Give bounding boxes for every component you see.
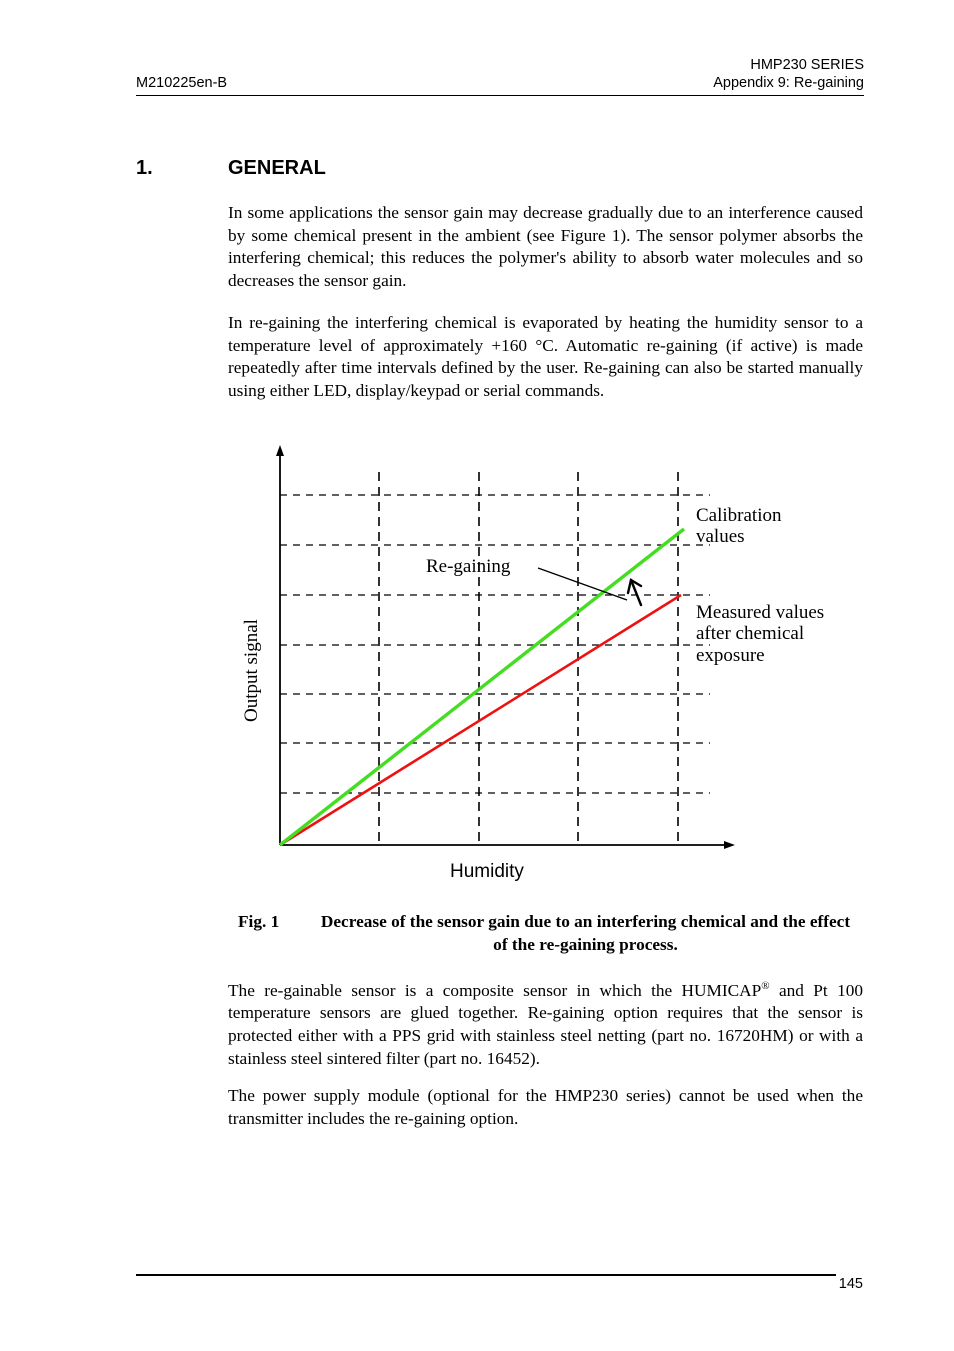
label-regaining: Re-gaining [426,556,511,577]
page-number: 145 [838,1276,863,1292]
figure-caption-number: Fig. 1 [238,912,280,931]
y-axis-arrowhead [276,445,284,456]
regaining-arrow-icon [628,580,641,605]
horizontal-gridlines [280,495,710,793]
section-number: 1. [136,157,153,179]
paragraph-regaining: In re-gaining the interfering chemical is evaporated by heating the humidity sensor to a temperature level of approximately +160 °C. Automatic re-gaining (if active) is made repeatedly after time intervals defined by the user. Re-gaining can also be started manually using either LED, display/keypad or serial commands. [228,313,863,400]
paragraph-power-supply: The power supply module (optional for the HMP230 series) cannot be used when the transmitter includes the re-gaining option. [228,1086,863,1128]
header-doc-code: M210225en-B [136,75,228,91]
header-series: HMP230 SERIES [750,57,864,73]
label-calibration-line1: Calibration [696,505,782,526]
gain-chart-svg [230,440,825,890]
figure-caption-text: Decrease of the sensor gain due to an interfering chemical and the effect of the re-gaining process. [320,912,851,954]
label-measured-line3: exposure [696,645,765,666]
paragraph-interference: In some applications the sensor gain may decrease gradually due to an interference caused by some chemical present in the ambient (see Figure 1). The sensor polymer absorbs the interfering chemical; this reduces the polymer's ability to absorb water molecules and so decreases the sensor gain. [228,203,863,290]
y-axis-label: Output signal [241,619,262,722]
x-axis-label: Humidity [450,861,524,882]
label-measured-line1: Measured values [696,602,825,623]
registered-mark: ® [761,980,770,992]
vertical-gridlines [379,472,678,845]
label-calibration-line2: values [696,526,745,547]
composite-sensor-text-b: and Pt 100 temperature sensors are glued together. Re-gaining option requires that the sensor is protected either with a PPS grid with stainless steel netting (part no. 16720HM) or with a stainless steel sintered filter (part no. 16452). [228,980,864,1068]
composite-sensor-text-a: The re-gainable sensor is a composite sensor in which the HUMICAP [228,980,762,1000]
section-title: GENERAL [228,157,326,179]
axes [280,450,730,845]
header-rule [136,95,864,96]
paragraph-composite-sensor [228,975,863,1070]
x-axis-arrowhead [724,841,735,849]
header-section: Appendix 9: Re-gaining [713,75,864,91]
running-header-right [713,56,864,92]
measured-values-line [280,595,681,845]
footer-rule [136,1274,836,1276]
label-measured-line2: after chemical [696,623,805,644]
figure-gain-chart [230,440,825,890]
